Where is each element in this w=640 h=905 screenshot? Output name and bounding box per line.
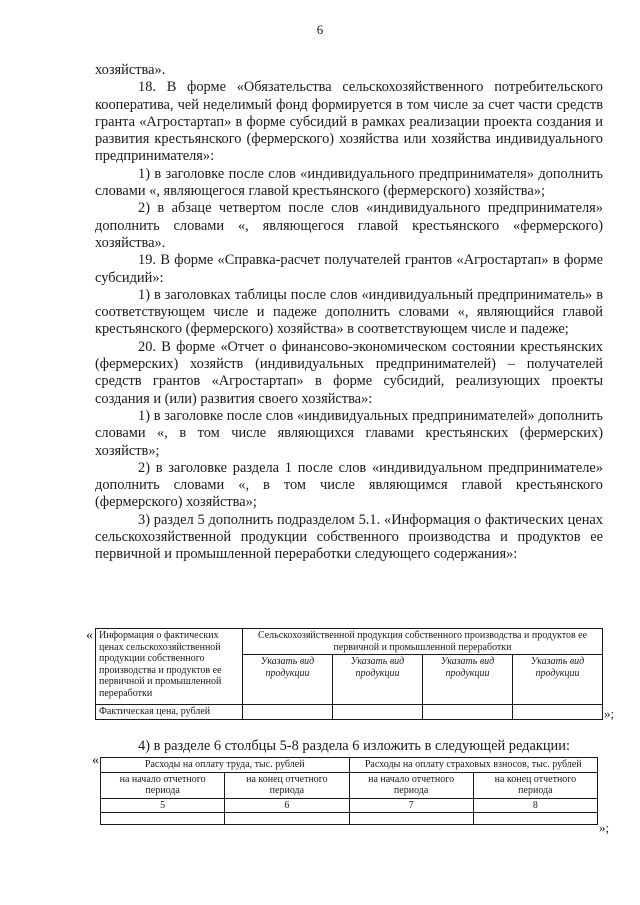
paragraph: 2) в заголовке раздела 1 после слов «индивидуальном предпринимателе» дополнить словами «, в том числе являющимся главой крестьянского (фермерского) хозяйства»; xyxy=(95,459,603,511)
expenses-table xyxy=(100,757,598,825)
table2-sub-header: на начало отчетного периода xyxy=(101,772,225,798)
table1-product-col: Указать вид продукции xyxy=(333,655,423,705)
page-number: 6 xyxy=(316,22,324,37)
table2-col-number: 6 xyxy=(225,798,349,813)
table1-open-quote: « xyxy=(86,628,93,643)
table2-col-number: 7 xyxy=(349,798,473,813)
paragraph: 1) в заголовке после слов «индивидуальных предпринимателей» дополнить словами «, в том числе являющихся главами крестьянских (фермерских) хозяйств»; xyxy=(95,407,603,459)
table2-cell xyxy=(473,813,597,825)
table2-sub-header: на конец отчетного периода xyxy=(473,772,597,798)
table1-group-header: Сельскохозяйственной продукция собственного производства и продуктов ее первичной и промышленной переработки xyxy=(243,629,603,655)
paragraph-4-heading: 4) в разделе 6 столбцы 5-8 раздела 6 изложить в следующей редакции: xyxy=(138,738,570,754)
table2-cell xyxy=(349,813,473,825)
paragraph: 19. В форме «Справка-расчет получателей грантов «Агростартап» в форме субсидий»: xyxy=(95,252,603,286)
paragraph: 20. В форме «Отчет о финансово-экономическом состоянии крестьянских (фермерских) хозяйств (индивидуальных предпринимателей) – получателей средств грантов «Агростартап» в форме субсидий, реализующих проекты создания и (или) развития своего хозяйства»: xyxy=(95,338,603,407)
table1-row-label: Фактическая цена, рублей xyxy=(96,705,243,720)
table1-cell xyxy=(333,705,423,720)
table2-sub-header: на конец отчетного периода xyxy=(225,772,349,798)
prices-table xyxy=(95,628,603,720)
table1-left-header: Информация о фактических ценах сельскохозяйственной продукции собственного производства и продуктов ее первичной и промышленной переработки xyxy=(96,629,243,705)
table2-col-number: 5 xyxy=(101,798,225,813)
table1-product-col: Указать вид продукции xyxy=(423,655,513,705)
table1-cell xyxy=(423,705,513,720)
paragraph: хозяйства». xyxy=(95,62,166,78)
table1-product-col: Указать вид продукции xyxy=(243,655,333,705)
table2-close-quote: »; xyxy=(599,820,610,835)
table1-product-col: Указать вид продукции xyxy=(513,655,603,705)
table2-sub-header: на начало отчетного периода xyxy=(349,772,473,798)
table1-close-quote: »; xyxy=(604,706,615,721)
table2-cell xyxy=(225,813,349,825)
paragraph: 1) в заголовках таблицы после слов «индивидуальный предприниматель» в соответствующем числе и падеже дополнить словами «, являющийся главой крестьянского (фермерского) хозяйства» в соответствующем числе и падеже; xyxy=(95,286,603,338)
paragraph: 2) в абзаце четвертом после слов «индивидуального предпринимателя» дополнить словами «, являющегося главой крестьянского «фермерского) хозяйства». xyxy=(95,200,603,251)
table2-open-quote: « xyxy=(92,753,99,768)
paragraph: 18. В форме «Обязательства сельскохозяйственного потребительского кооператива, чей неделимый фонд формируется в том числе за счет части средств гранта «Агростартап» в форме субсидий в рамках реализации проекта создания и развития крестьянского (фермерского) хозяйства или хозяйства индивидуального предпринимателя»: xyxy=(95,79,603,165)
table2-group-insurance: Расходы на оплату страховых взносов, тыс. рублей xyxy=(349,758,598,773)
table2-group-labor: Расходы на оплату труда, тыс. рублей xyxy=(101,758,350,773)
table1-cell xyxy=(243,705,333,720)
table2-cell xyxy=(101,813,225,825)
table2-col-number: 8 xyxy=(473,798,597,813)
body-text xyxy=(95,62,603,564)
paragraph: 3) раздел 5 дополнить подразделом 5.1. «Информация о фактических ценах сельскохозяйственной продукции собственного производства и продуктов ее первичной и промышленной переработки следующего содержания»: xyxy=(95,511,603,563)
table1-cell xyxy=(513,705,603,720)
paragraph: 1) в заголовке после слов «индивидуального предпринимателя» дополнить словами «, являющегося главой крестьянского (фермерского) хозяйства»; xyxy=(95,165,603,200)
